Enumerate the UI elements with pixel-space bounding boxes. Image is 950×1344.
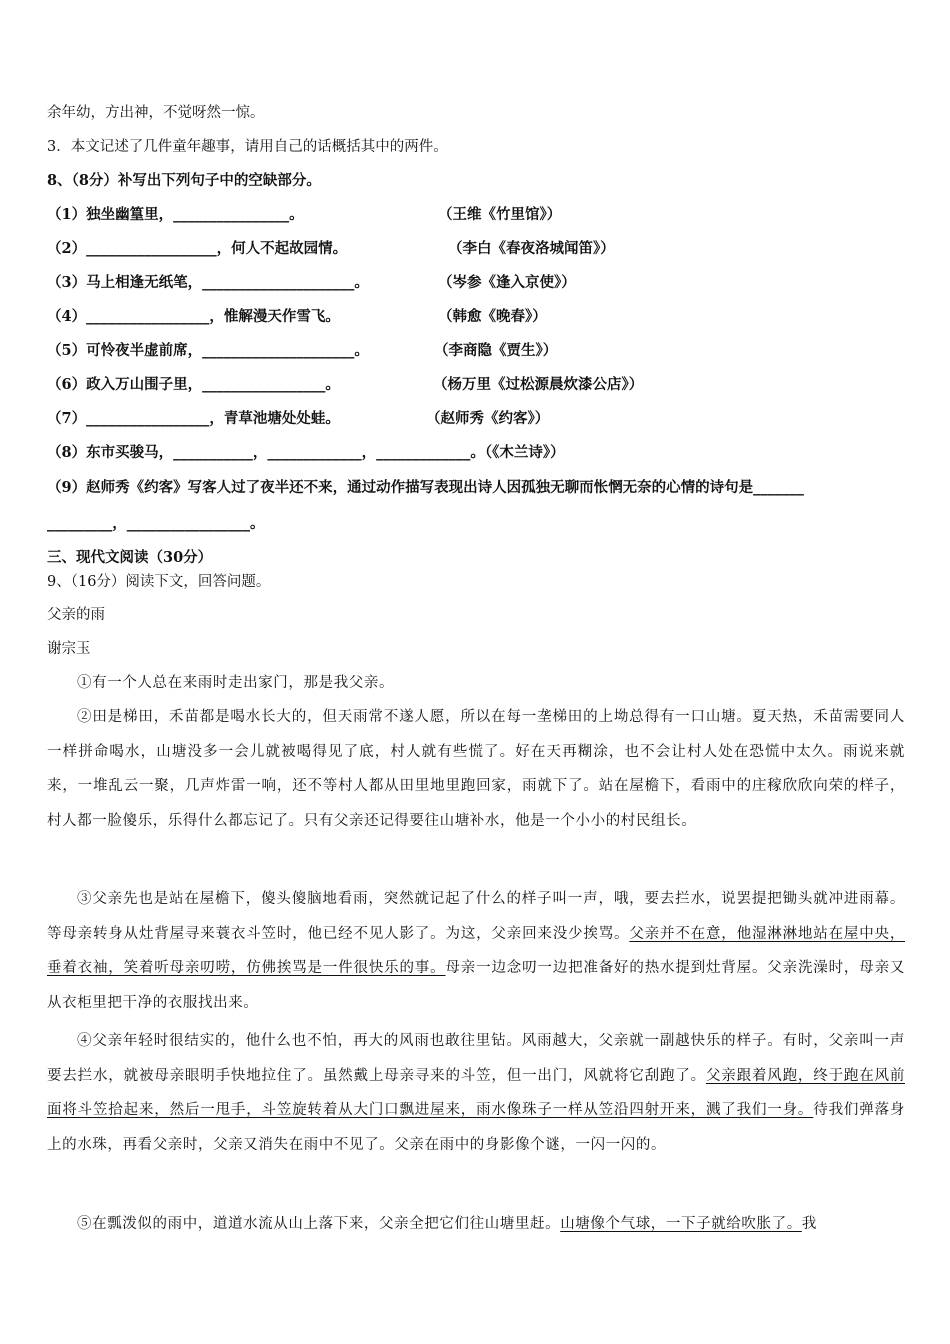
paragraph-4-text: ④父亲年轻时很结实的，他什么也不怕，再大的风雨也敢往里钻。风雨越大，父亲就一副越快乐的样子。有时，父亲叫一声要去拦水，就被母亲眼明手快地拉住了。虽然戴上母亲寻来的斗笠，但一出门，风就将它刮跑了。 [47, 1033, 905, 1084]
fill-item-7: （7）_________________，青草池塘处处蛙。 [47, 410, 340, 427]
paragraph-3 [47, 882, 905, 1020]
fill-item-9-blanks: _________，_________________。 [47, 515, 265, 532]
fill-item-6: （6）政入万山围子里，_________________。 [47, 376, 340, 393]
paragraph-5-underlined: 山塘像个气球，一下子就给吹胀了。 [560, 1216, 802, 1232]
paragraph-2: ②田是梯田，禾苗都是喝水长大的，但天雨常不遂人愿，所以在每一垄梯田的上坳总得有一口山塘。夏天热，禾苗需要同人一样拼命喝水，山塘没多一会儿就被喝得见了底，村人就有些慌了。好在天再糊涂，也不会让村人处在恐慌中太久。雨说来就来，一堆乱云一聚，几声炸雷一响，还不等村人都从田里地里跑回家，雨就下了。站在屋檐下，看雨中的庄稼欣欣向荣的样子，村人都一脸傻乐，乐得什么都忘记了。只有父亲还记得要往山塘补水，他是一个小小的村民组长。 [47, 709, 905, 829]
fill-item-2: （2）__________________，何人不起故园情。 [47, 240, 348, 257]
fill-item-9: （9）赵师秀《约客》写客人过了夜半还不来，通过动作描写表现出诗人因孤独无聊而怅惘无奈的心情的诗句是_______ [47, 479, 804, 496]
paragraph-4-text-end: 待我们弹落身上的水珠，再看父亲时，父亲又消失在雨中不见了。父亲在雨中的身影像个谜，一闪一闪的。 [47, 1102, 905, 1153]
question-9-header: 9、（16分）阅读下文，回答问题。 [47, 574, 271, 590]
question-8-header: 8、（8分）补写出下列句子中的空缺部分。 [47, 172, 321, 189]
fill-item-7-source: （赵师秀《约客》） [426, 410, 550, 427]
fill-item-2-source: （李白《春夜洛城闻笛》） [448, 240, 615, 257]
fill-item-3-source: （岑参《逢入京使》） [438, 274, 576, 291]
paragraph-3-text-end: 母亲一边念叨一边把准备好的热水提到灶背屋。父亲洗澡时，母亲又从衣柜里把干净的衣服找出来。 [47, 960, 905, 1011]
fill-item-1-source: （王维《竹里馆》） [438, 206, 562, 223]
paragraph-4 [47, 1024, 905, 1162]
fill-item-8: （8）东市买骏马，___________，_____________，_____________。（《木兰诗》） [47, 444, 565, 461]
fill-item-5-source: （李商隐《贾生》） [434, 342, 558, 359]
fill-item-4: （4）_________________，惟解漫天作雪飞。 [47, 308, 340, 325]
text-line: 余年幼，方出神，不觉呀然一惊。 [47, 105, 265, 121]
fill-item-3: （3）马上相逢无纸笔，_____________________。 [47, 274, 369, 291]
paragraph-4-underlined: 父亲跟着风跑，终于跑在风前面将斗笠拾起来，然后一甩手，斗笠旋转着从大门口飘进屋来，雨水像珠子一样从笠沿四射开来，溅了我们一身。 [47, 1067, 905, 1118]
paragraph-3-underlined: 父亲并不在意，他湿淋淋地站在屋中央，垂着衣袖，笑着听母亲叨唠，仿佛挨骂是一件很快乐的事。 [47, 925, 905, 976]
paragraph-3-text: ③父亲先也是站在屋檐下，傻头傻脑地看雨，突然就记起了什么的样子叫一声，哦，要去拦水，说罢提把锄头就冲进雨幕。等母亲转身从灶背屋寻来蓑衣斗笠时，他已经不见人影了。为这，父亲回来没少挨骂。 [47, 891, 905, 942]
article-author: 谢宗玉 [47, 641, 91, 657]
fill-item-4-source: （韩愈《晚春》） [438, 308, 547, 325]
paragraph-5-text-end: 我 [801, 1216, 817, 1232]
article-title: 父亲的雨 [47, 607, 105, 623]
section-heading: 三、现代文阅读（30分） [47, 549, 213, 566]
fill-item-5: （5）可怜夜半虚前席，_____________________。 [47, 342, 369, 359]
question-3: 3．本文记述了几件童年趣事，请用自己的话概括其中的两件。 [47, 139, 448, 155]
fill-item-1: （1）独坐幽篁里，________________。 [47, 206, 304, 223]
fill-item-6-source: （杨万里《过松源晨炊漆公店》） [433, 376, 644, 393]
paragraph-5 [47, 1207, 905, 1242]
paragraph-1: ①有一个人总在来雨时走出家门，那是我父亲。 [77, 675, 395, 691]
paragraph-5-text: ⑤在瓢泼似的雨中，道道水流从山上落下来，父亲全把它们往山塘里赶。 [77, 1216, 561, 1232]
